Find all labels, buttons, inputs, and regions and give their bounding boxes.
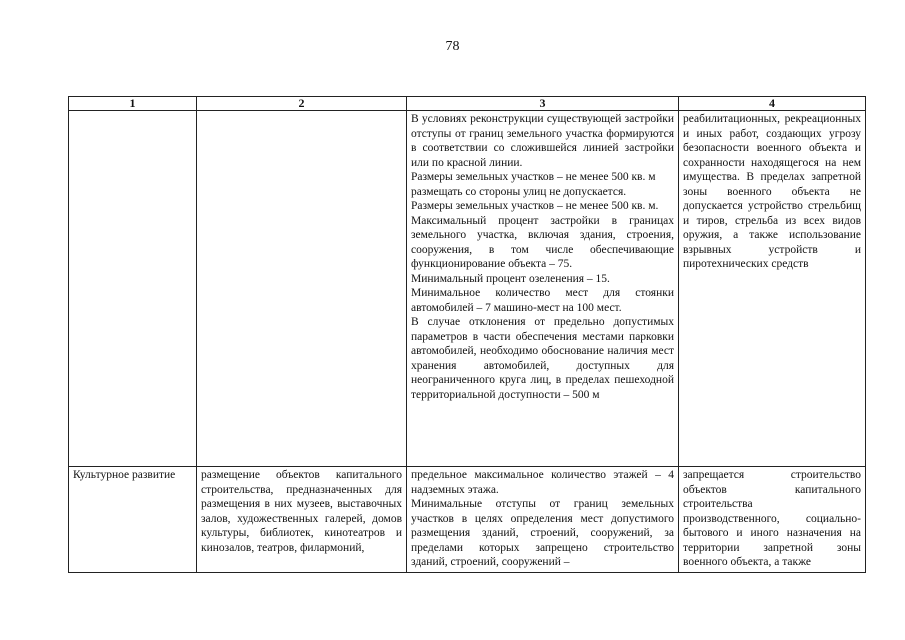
page-number: 78 xyxy=(445,39,460,54)
table-row xyxy=(69,111,866,467)
row2-col2-para: размещение объектов капитального строительства, предназначенных для размещения в них музеев, выставочных залов, художественных галерей, домов культуры, библиотек, кинотеатров и кинозалов, театров, филармоний, xyxy=(201,469,402,554)
row2-col4-para: производственного, социально-бытового и иного назначения на территории запретной зоны военного объекта, а также xyxy=(683,512,861,568)
row1-col3-para: Максимальный процент застройки в границах земельного участка, включая здания, строения, сооружения, в том числе обеспечивающие функционирование объекта – 75. xyxy=(411,214,674,270)
row1-col3-para: Размеры земельных участков – не менее 500 кв. м xyxy=(411,171,656,183)
row2-col2-cell xyxy=(197,467,407,573)
row2-col3-para: Минимальные отступы от границ земельных участков в целях определения мест допустимого размещения зданий, строений, сооружений, за пределами которых запрещено строительство зданий, строений, сооружений – xyxy=(411,498,674,568)
table-header-row xyxy=(69,97,866,111)
header-col-2: 2 xyxy=(197,97,407,111)
table-row xyxy=(69,467,866,573)
header-col-1: 1 xyxy=(69,97,197,111)
header-col-4: 4 xyxy=(679,97,866,111)
row2-col1-para: Культурное развитие xyxy=(73,469,176,481)
header-col-3: 3 xyxy=(407,97,679,111)
row1-col3-para: Минимальное количество мест для стоянки автомобилей – 7 машино-мест на 100 мест. xyxy=(411,287,674,314)
row1-col3-cell xyxy=(407,111,679,467)
row1-col3-para: В условиях реконструкции существующей застройки отступы от границ земельного участка формируются в соответствии со сложившейся линией застройки или по красной линии. xyxy=(411,113,674,169)
row1-col3-para: размещать со стороны улиц не допускается. xyxy=(411,185,627,198)
row1-col3-para: В случае отклонения от предельно допустимых параметров в части обеспечения местами парковки автомобилей, необходимо обоснование наличия мест хранения автомобилей, доступных для неограниченного круга лиц, в пределах пешеходной территориальной доступности – 500 м xyxy=(411,316,674,401)
row1-col4-cell xyxy=(679,111,866,467)
regulations-table xyxy=(68,96,866,573)
row1-col3-para: Размеры земельных участков – не менее 500 кв. м. xyxy=(411,200,659,212)
row1-col2-cell xyxy=(197,111,407,467)
row2-col1-cell xyxy=(69,467,197,573)
row2-col4-para: запрещается строительство объектов капитального строительства xyxy=(683,469,861,510)
row2-col3-cell xyxy=(407,467,679,573)
row1-col1-cell xyxy=(69,111,197,467)
row2-col4-cell xyxy=(679,467,866,573)
row1-col4-para: реабилитационных, рекреационных и иных работ, создающих угрозу безопасности военного объекта и сохранности находящегося на нем имущества. В пределах запретной зоны военного объекта не допускается устройство стрельбищ и тиров, стрельба из всех видов оружия, а также использование взрывных устройств и пиротехнических средств xyxy=(683,113,861,270)
row1-col3-para: Минимальный процент озеленения – 15. xyxy=(411,272,610,285)
row2-col3-para: предельное максимальное количество этажей – 4 надземных этажа. xyxy=(411,469,674,496)
